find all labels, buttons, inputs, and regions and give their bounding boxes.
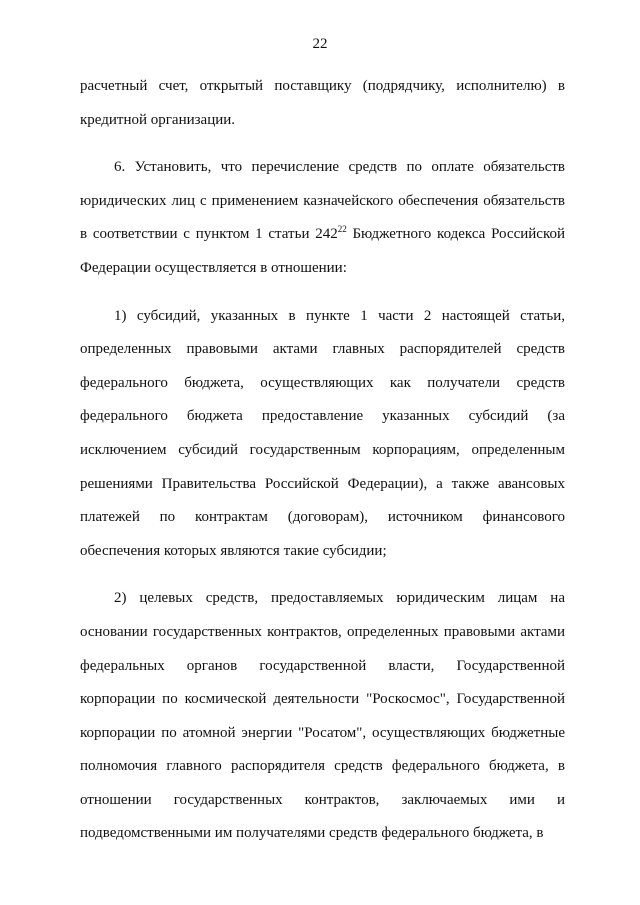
paragraph-subitem-2: 2) целевых средств, предоставляемых юридическим лицам на основании государственных контрактов, определенных правовыми актами федеральных органов государственной власти, Государственной корпорации по космической деятельности "Роскосмос", Государственной корпорации по атомной энергии "Росатом", осуществляющих бюджетные полномочия главного распорядителя средств федерального бюджета, в отношении государственных контрактов, заключаемых ими и подведомственными им получателями средств федерального бюджета, в	[80, 590, 565, 842]
paragraph-text: Бюджетного кодекса Российской Федерации осуществляется в отношении:	[80, 226, 565, 276]
page-number: 22	[312, 36, 328, 52]
paragraph-subitem-1: 1) субсидий, указанных в пункте 1 части 2 настоящей статьи, определенных правовыми актами главных распорядителей средств федерального бюджета, осуществляющих как получатели средств федерального бюджета предоставление указанных субсидий (за исключением субсидий государственным корпорациям, определенным решениями Правительства Российской Федерации), а также авансовых платежей по контрактам (договорам), источником финансового обеспечения которых являются такие субсидии;	[80, 307, 565, 559]
paragraph-continuation: расчетный счет, открытый поставщику (подрядчику, исполнителю) в кредитной организации.	[80, 78, 565, 128]
paragraph-item-6	[80, 151, 565, 285]
document-body	[80, 70, 565, 865]
paragraph-text: 6. Установить, что перечисление средств по оплате обязательств юридических лиц с применением казначейского обеспечения обязательств в соответствии с пунктом 1 статьи 242	[80, 159, 565, 243]
article-superscript: 22	[337, 224, 347, 235]
